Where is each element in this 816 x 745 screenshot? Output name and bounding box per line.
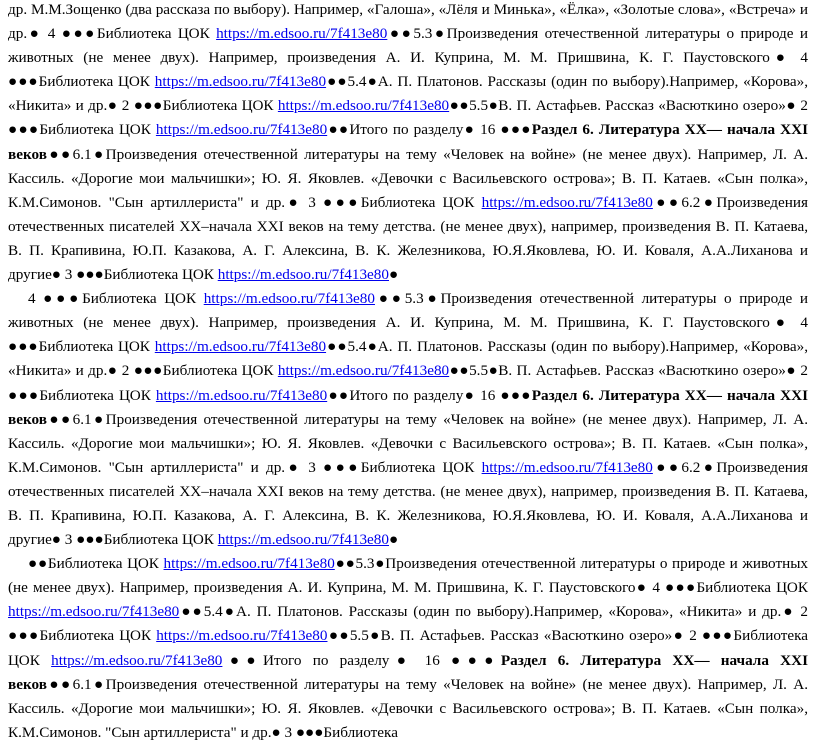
body-text: ●●5.4●А. П. Платонов. Рассказы (один по выбору).Например, «Корова», «Никита» и др.● 2 ●●●Библиотека ЦОК — [8, 338, 808, 380]
library-link[interactable]: https://m.edsoo.ru/7f413e80 — [156, 627, 328, 645]
body-text: ● — [389, 531, 399, 549]
library-link[interactable]: https://m.edsoo.ru/7f413e80 — [277, 362, 450, 380]
body-text: ●●6.1●Произведения отечественной литературы на тему «Человек на войне» (не менее двух). Например, Л. А. Кассиль. «Дорогие мои мальчишки»; Ю. Я. Яковлев. «Девочки с Васильевского острова»; В. П. Катаев. «Сын полка», К.М.Симонов. "Сын артиллериста" и др.● 3 ●●●Библиотека ЦОК — [8, 145, 808, 211]
paragraph-1 — [8, 0, 808, 287]
library-link[interactable]: https://m.edsoo.ru/7f413e80 — [481, 193, 653, 211]
body-text: ●●5.4●А. П. Платонов. Рассказы (один по выбору).Например, «Корова», «Никита» и др.● 2 ●●●Библиотека ЦОК — [8, 73, 808, 115]
library-link[interactable]: https://m.edsoo.ru/7f413e80 — [163, 555, 335, 573]
body-text: ●●5.3●Произведения отечественной литературы о природе и животных (не менее двух). Например, произведения А. И. Куприна, М. М. Пришвина, К. Г. Паустовского● 4 ●●●Библиотека ЦОК — [8, 290, 808, 356]
body-text: ● — [389, 266, 399, 284]
library-link[interactable]: https://m.edsoo.ru/7f413e80 — [217, 266, 389, 284]
paragraph-2 — [8, 287, 808, 552]
library-link[interactable]: https://m.edsoo.ru/7f413e80 — [8, 603, 180, 621]
body-text: ●●6.1●Произведения отечественной литературы на тему «Человек на войне» (не менее двух). Например, Л. А. Кассиль. «Дорогие мои мальчишки»; Ю. Я. Яковлев. «Девочки с Васильевского острова»; В. П. Катаев. «Сын полка», К.М.Симонов. "Сын артиллериста" и др.● 3 ●●●Библиотека — [8, 675, 808, 741]
library-link[interactable]: https://m.edsoo.ru/7f413e80 — [203, 290, 375, 308]
library-link[interactable]: https://m.edsoo.ru/7f413e80 — [51, 651, 223, 669]
library-link[interactable]: https://m.edsoo.ru/7f413e80 — [155, 386, 328, 404]
library-link[interactable]: https://m.edsoo.ru/7f413e80 — [155, 121, 328, 139]
library-link[interactable]: https://m.edsoo.ru/7f413e80 — [481, 458, 653, 476]
library-link[interactable]: https://m.edsoo.ru/7f413e80 — [154, 73, 327, 91]
section-heading: Раздел 6. Литература XX— начала XXI веков — [8, 651, 809, 693]
body-text: др. М.М.Зощенко (два рассказа по выбору). Например, «Галоша», «Лёля и Минька», «Ёлка», «Золотые слова», «Встреча» и др.● 4 ●●●Библиотека ЦОК — [8, 1, 808, 43]
body-text: ●●6.2●Произведения отечественных писателей XX–начала XXI веков на тему детства. (не менее двух), например, произведения В. П. Катаева, В. П. Крапивина, Ю.П. Казакова, А. Г. Алексина, В. К. Железникова, Ю.Я.Яковлева, Ю. И. Коваля, А.А.Лиханова и другие● 3 ●●●Библиотека ЦОК — [8, 458, 808, 549]
section-heading: Раздел 6. Литература XX— начала XXI веков — [8, 121, 809, 163]
body-text: ●●5.5●В. П. Астафьев. Рассказ «Васюткино озеро»● 2 ●●●Библиотека ЦОК — [8, 362, 808, 404]
body-text: 4 ●●●Библиотека ЦОК — [28, 290, 204, 308]
body-text: ●●6.2●Произведения отечественных писателей XX–начала XXI веков на тему детства. (не менее двух), например, произведения В. П. Катаева, В. П. Крапивина, Ю.П. Казакова, А. Г. Алексина, В. К. Железникова, Ю.Я.Яковлева, Ю. И. Коваля, А.А.Лиханова и другие● 3 ●●●Библиотека ЦОК — [8, 193, 808, 284]
body-text: ●●5.4●А. П. Платонов. Рассказы (один по выбору).Например, «Корова», «Никита» и др.● 2 ●●●Библиотека ЦОК — [8, 603, 808, 645]
document-page — [8, 0, 808, 745]
body-text: ●●Библиотека ЦОК — [28, 555, 164, 573]
paragraph-3 — [8, 552, 808, 745]
body-text: ●●5.5●В. П. Астафьев. Рассказ «Васюткино озеро»● 2 ●●●Библиотека ЦОК — [8, 97, 808, 139]
library-link[interactable]: https://m.edsoo.ru/7f413e80 — [154, 338, 327, 356]
body-text: ●●Итого по разделу● 16 ●●● — [327, 386, 532, 404]
body-text: ●●Итого по разделу● 16 ●●● — [222, 651, 501, 669]
body-text: ●●5.5●В. П. Астафьев. Рассказ «Васюткино озеро»● 2 ●●●Библиотека ЦОК — [8, 627, 808, 669]
body-text: ●●6.1●Произведения отечественной литературы на тему «Человек на войне» (не менее двух). Например, Л. А. Кассиль. «Дорогие мои мальчишки»; Ю. Я. Яковлев. «Девочки с Васильевского острова»; В. П. Катаев. «Сын полка», К.М.Симонов. "Сын артиллериста" и др.● 3 ●●●Библиотека ЦОК — [8, 410, 808, 476]
body-text: ●●5.3●Произведения отечественной литературы о природе и животных (не менее двух). Например, произведения А. И. Куприна, М. М. Пришвина, К. Г. Паустовского● 4 ●●●Библиотека ЦОК — [8, 25, 809, 91]
library-link[interactable]: https://m.edsoo.ru/7f413e80 — [217, 531, 389, 549]
library-link[interactable]: https://m.edsoo.ru/7f413e80 — [277, 97, 450, 115]
library-link[interactable]: https://m.edsoo.ru/7f413e80 — [216, 25, 388, 43]
body-text: ●●5.3●Произведения отечественной литературы о природе и животных (не менее двух). Например, произведения А. И. Куприна, М. М. Пришвина, К. Г. Паустовского● 4 ●●●Библиотека ЦОК — [8, 555, 809, 597]
body-text: ●●Итого по разделу● 16 ●●● — [327, 121, 532, 139]
section-heading: Раздел 6. Литература XX— начала XXI веков — [8, 386, 809, 428]
